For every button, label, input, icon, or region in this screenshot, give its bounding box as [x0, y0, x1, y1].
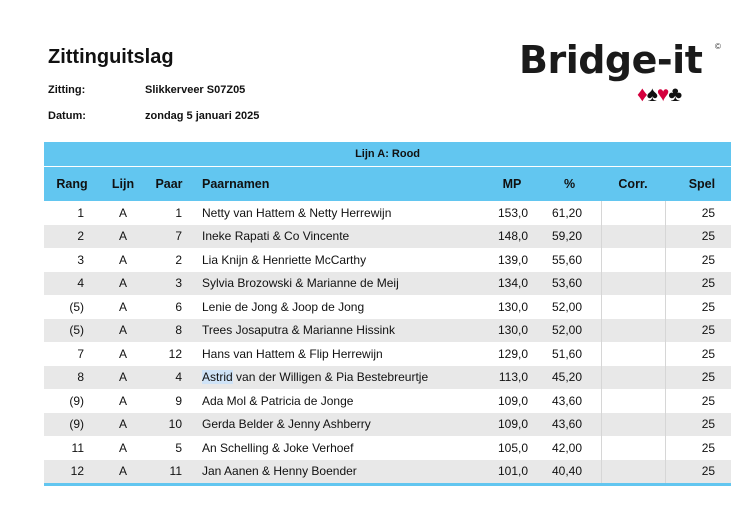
col-mp: MP	[486, 167, 538, 202]
cell-corr	[601, 342, 665, 366]
cell-corr	[601, 436, 665, 460]
cell-lijn: A	[100, 342, 146, 366]
table-row	[44, 342, 731, 366]
col-corr: Corr.	[601, 167, 665, 202]
heart-icon: ♥	[656, 83, 669, 106]
table-row	[44, 413, 731, 437]
cell-corr	[601, 319, 665, 343]
cell-mp: 130,0	[486, 319, 538, 343]
cell-paarnamen: Gerda Belder & Jenny Ashberry	[192, 413, 486, 437]
cell-rang: 4	[44, 272, 100, 296]
cell-lijn: A	[100, 460, 146, 484]
cell-mp: 109,0	[486, 413, 538, 437]
col-rang: Rang	[44, 167, 100, 202]
results-table	[44, 142, 731, 486]
table-row	[44, 389, 731, 413]
spade-icon: ♠	[646, 83, 657, 106]
cell-corr	[601, 201, 665, 225]
cell-pct: 52,00	[538, 295, 601, 319]
cell-paar: 9	[146, 389, 192, 413]
cell-spel: 25	[665, 272, 731, 296]
cell-paar: 3	[146, 272, 192, 296]
cell-lijn: A	[100, 295, 146, 319]
cell-mp: 113,0	[486, 366, 538, 390]
cell-spel: 25	[665, 436, 731, 460]
cell-rang: 7	[44, 342, 100, 366]
cell-pct: 45,20	[538, 366, 601, 390]
cell-paarnamen: Jan Aanen & Henny Boender	[192, 460, 486, 484]
cell-rang: 8	[44, 366, 100, 390]
cell-spel: 25	[665, 295, 731, 319]
cell-rang: (5)	[44, 319, 100, 343]
cell-paar: 1	[146, 201, 192, 225]
cell-lijn: A	[100, 319, 146, 343]
table-row	[44, 295, 731, 319]
cell-paarnamen: Ineke Rapati & Co Vincente	[192, 225, 486, 249]
cell-pct: 61,20	[538, 201, 601, 225]
cell-lijn: A	[100, 413, 146, 437]
cell-lijn: A	[100, 248, 146, 272]
cell-rang: 3	[44, 248, 100, 272]
cell-paarnamen: Sylvia Brozowski & Marianne de Meij	[192, 272, 486, 296]
cell-mp: 130,0	[486, 295, 538, 319]
cell-mp: 148,0	[486, 225, 538, 249]
cell-pct: 52,00	[538, 319, 601, 343]
cell-pct: 43,60	[538, 389, 601, 413]
cell-spel: 25	[665, 248, 731, 272]
column-header-row	[44, 167, 731, 202]
datum-label: Datum:	[48, 110, 86, 122]
cell-corr	[601, 272, 665, 296]
logo-text: Bridge-it	[519, 38, 703, 82]
cell-lijn: A	[100, 389, 146, 413]
cell-corr	[601, 460, 665, 484]
cell-pct: 59,20	[538, 225, 601, 249]
table-row	[44, 460, 731, 484]
card-suits	[637, 84, 681, 106]
table-bottom-rule	[44, 483, 731, 486]
cell-paar: 11	[146, 460, 192, 484]
cell-mp: 109,0	[486, 389, 538, 413]
cell-rang: 12	[44, 460, 100, 484]
col-lijn: Lijn	[100, 167, 146, 202]
cell-mp: 134,0	[486, 272, 538, 296]
cell-paar: 4	[146, 366, 192, 390]
col-pct: %	[538, 167, 601, 202]
cell-paarnamen: An Schelling & Joke Verhoef	[192, 436, 486, 460]
table-row	[44, 248, 731, 272]
bridge-it-logo	[519, 36, 723, 110]
col-paarnamen: Paarnamen	[192, 167, 486, 202]
cell-rang: (5)	[44, 295, 100, 319]
zitting-value: Slikkerveer S07Z05	[145, 84, 246, 96]
selected-text[interactable]: Astrid	[202, 370, 233, 385]
cell-spel: 25	[665, 366, 731, 390]
cell-rang: (9)	[44, 413, 100, 437]
col-paar: Paar	[146, 167, 192, 202]
cell-spel: 25	[665, 460, 731, 484]
cell-paar: 12	[146, 342, 192, 366]
cell-mp: 105,0	[486, 436, 538, 460]
cell-spel: 25	[665, 225, 731, 249]
cell-spel: 25	[665, 342, 731, 366]
cell-mp: 139,0	[486, 248, 538, 272]
cell-pct: 53,60	[538, 272, 601, 296]
cell-paar: 10	[146, 413, 192, 437]
table-row	[44, 319, 731, 343]
name-text: van der Willigen & Pia Bestebreurtje	[232, 370, 429, 385]
cell-spel: 25	[665, 319, 731, 343]
cell-pct: 55,60	[538, 248, 601, 272]
cell-pct: 43,60	[538, 413, 601, 437]
cell-lijn: A	[100, 201, 146, 225]
cell-corr	[601, 225, 665, 249]
cell-spel: 25	[665, 413, 731, 437]
line-title: Lijn A: Rood	[44, 142, 731, 167]
cell-rang: 11	[44, 436, 100, 460]
cell-paarnamen: Lia Knijn & Henriette McCarthy	[192, 248, 486, 272]
copyright-mark: ©	[715, 42, 721, 51]
cell-pct: 40,40	[538, 460, 601, 484]
cell-corr	[601, 295, 665, 319]
cell-paar: 5	[146, 436, 192, 460]
cell-rang: 2	[44, 225, 100, 249]
cell-pct: 42,00	[538, 436, 601, 460]
cell-corr	[601, 389, 665, 413]
cell-rang: (9)	[44, 389, 100, 413]
cell-lijn: A	[100, 225, 146, 249]
cell-paarnamen: Netty van Hattem & Netty Herrewijn	[192, 201, 486, 225]
cell-pct: 51,60	[538, 342, 601, 366]
cell-mp: 153,0	[486, 201, 538, 225]
cell-paar: 8	[146, 319, 192, 343]
cell-corr	[601, 413, 665, 437]
cell-mp: 101,0	[486, 460, 538, 484]
table-row	[44, 201, 731, 225]
table-row	[44, 225, 731, 249]
zitting-label: Zitting:	[48, 84, 86, 96]
cell-corr	[601, 248, 665, 272]
col-spel: Spel	[665, 167, 731, 202]
cell-paarnamen: Trees Josaputra & Marianne Hissink	[192, 319, 486, 343]
page-title: Zittinguitslag	[48, 46, 174, 68]
club-icon: ♣	[668, 83, 682, 106]
datum-value: zondag 5 januari 2025	[145, 110, 260, 122]
table-row	[44, 436, 731, 460]
cell-paar: 7	[146, 225, 192, 249]
cell-paarnamen: Hans van Hattem & Flip Herrewijn	[192, 342, 486, 366]
cell-paar: 2	[146, 248, 192, 272]
cell-rang: 1	[44, 201, 100, 225]
cell-paarnamen: Ada Mol & Patricia de Jonge	[192, 389, 486, 413]
cell-spel: 25	[665, 201, 731, 225]
cell-lijn: A	[100, 436, 146, 460]
cell-paar: 6	[146, 295, 192, 319]
table-row	[44, 366, 731, 390]
cell-spel: 25	[665, 389, 731, 413]
cell-mp: 129,0	[486, 342, 538, 366]
cell-paarnamen: Lenie de Jong & Joop de Jong	[192, 295, 486, 319]
table-row	[44, 272, 731, 296]
cell-lijn: A	[100, 272, 146, 296]
cell-paarnamen	[192, 366, 486, 390]
cell-lijn: A	[100, 366, 146, 390]
diamond-icon: ♦	[637, 83, 647, 106]
cell-corr	[601, 366, 665, 390]
